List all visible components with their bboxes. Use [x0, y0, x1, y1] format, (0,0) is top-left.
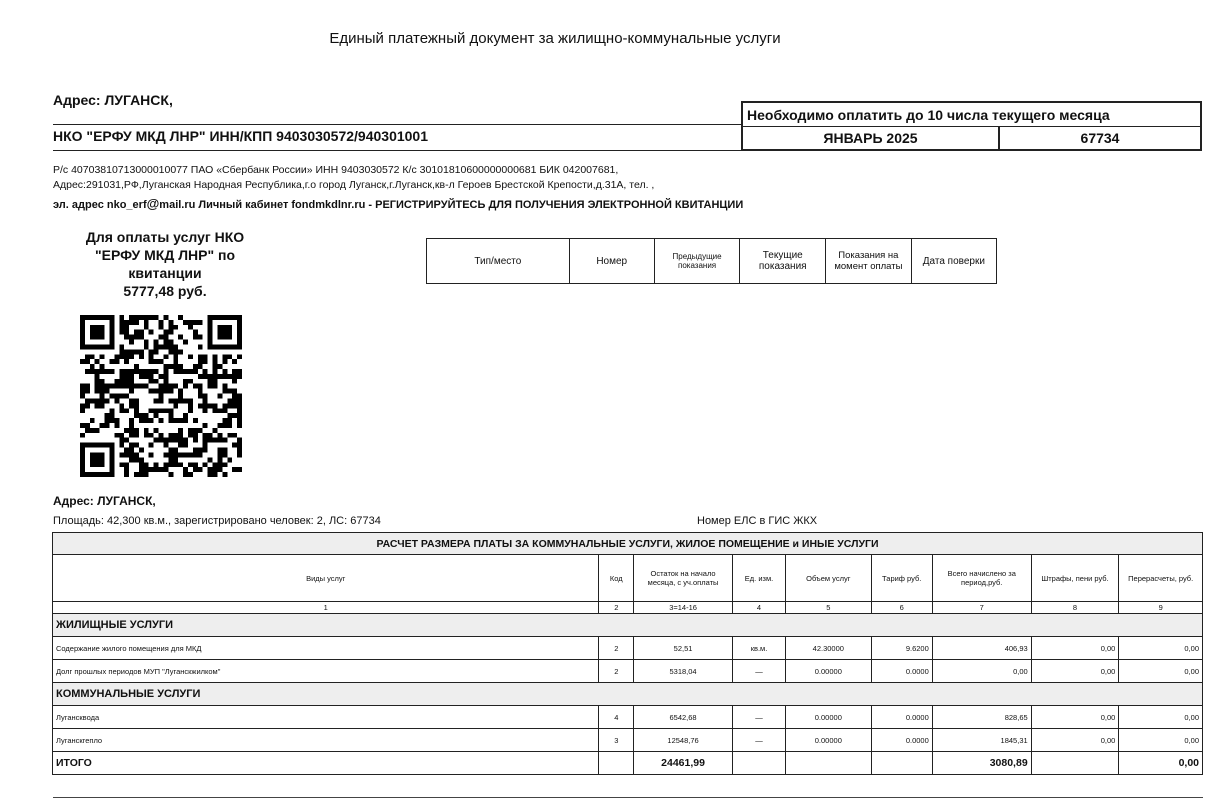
cell-charged: 1845,31	[932, 729, 1031, 752]
pay-for-amount: 5777,48 руб.	[123, 283, 207, 299]
col-number: 6	[871, 602, 932, 614]
meter-col-previous: Предыдущие показания	[654, 239, 740, 284]
bank-requisites	[53, 163, 1153, 193]
table-caption-row	[53, 533, 1203, 555]
organization-line: НКО "ЕРФУ МКД ЛНР" ИНН/КПП 9403030572/940301001	[53, 128, 429, 144]
cell-tariff: 0.0000	[871, 729, 932, 752]
cell-code: 2	[599, 660, 634, 683]
header-code: Код	[599, 555, 634, 602]
cell-code: 3	[599, 729, 634, 752]
cell-empty	[599, 752, 634, 775]
col-number: 3=14-16	[634, 602, 733, 614]
header-tariff: Тариф руб.	[871, 555, 932, 602]
requisites-line-2: Адрес:291031,РФ,Луганская Народная Республика,г.о город Луганск,г.Луганск,кв-л Героев Брестской Крепости,д.31А, тел. ,	[53, 179, 655, 191]
cell-recalc: 0,00	[1119, 637, 1203, 660]
cell-volume: 0.00000	[786, 706, 872, 729]
cell-unit: —	[733, 706, 786, 729]
payment-qr-code	[80, 315, 242, 477]
cell-service: Содержание жилого помещения для МКД	[53, 637, 599, 660]
cell-service: Долг прошлых периодов МУП "Луганскжилком"	[53, 660, 599, 683]
divider	[53, 150, 741, 151]
cell-fines: 0,00	[1031, 660, 1119, 683]
header-recalc: Перерасчеты, руб.	[1119, 555, 1203, 602]
cell-code: 2	[599, 637, 634, 660]
header-volume: Объем услуг	[786, 555, 872, 602]
section-housing: ЖИЛИЩНЫЕ УСЛУГИ	[53, 614, 1203, 637]
cell-balance: 52,51	[634, 637, 733, 660]
resident-area-line: Площадь: 42,300 кв.м., зарегистрировано человек: 2, ЛС: 67734	[53, 515, 381, 527]
total-row	[53, 752, 1203, 775]
table-header-row	[53, 555, 1203, 602]
email-line	[53, 196, 743, 211]
cell-balance: 5318,04	[634, 660, 733, 683]
total-recalc: 0,00	[1119, 752, 1203, 775]
cell-fines: 0,00	[1031, 706, 1119, 729]
cell-recalc: 0,00	[1119, 660, 1203, 683]
meter-col-current: Текущие показания	[740, 239, 826, 284]
section-row	[53, 683, 1203, 706]
divider	[53, 124, 741, 125]
column-numbers-row	[53, 602, 1203, 614]
meter-col-number: Номер	[569, 239, 654, 284]
resident-address: Адрес: ЛУГАНСК,	[53, 494, 156, 508]
cell-empty	[1031, 752, 1119, 775]
meter-col-at-payment: Показания на момент оплаты	[826, 239, 912, 284]
email-prefix: эл. адрес nko_erf	[53, 199, 147, 211]
charges-table	[52, 532, 1203, 775]
meter-readings-table	[426, 238, 997, 284]
cell-volume: 0.00000	[786, 660, 872, 683]
email-suffix: mail.ru Личный кабинет fondmkdlnr.ru - РЕГИСТРИРУЙТЕСЬ ДЛЯ ПОЛУЧЕНИЯ ЭЛЕКТРОННОЙ КВИТАНЦИИ	[159, 199, 744, 211]
total-label: ИТОГО	[53, 752, 599, 775]
cell-charged: 0,00	[932, 660, 1031, 683]
cell-recalc: 0,00	[1119, 729, 1203, 752]
meter-col-verification-date: Дата поверки	[911, 239, 996, 284]
table-row	[53, 729, 1203, 752]
billing-month: ЯНВАРЬ 2025	[823, 130, 918, 146]
cell-tariff: 0.0000	[871, 706, 932, 729]
col-number: 8	[1031, 602, 1119, 614]
cell-tariff: 0.0000	[871, 660, 932, 683]
cell-empty	[733, 752, 786, 775]
meter-header-row	[427, 239, 997, 284]
cell-service: Лугансквода	[53, 706, 599, 729]
col-number: 9	[1119, 602, 1203, 614]
cell-fines: 0,00	[1031, 637, 1119, 660]
account-number: 67734	[998, 127, 1200, 149]
cell-balance: 6542,68	[634, 706, 733, 729]
header-fines: Штрафы, пени руб.	[1031, 555, 1119, 602]
cell-unit: —	[733, 729, 786, 752]
cell-charged: 406,93	[932, 637, 1031, 660]
els-number-label: Номер ЕЛС в ГИС ЖКХ	[697, 515, 818, 527]
col-number: 1	[53, 602, 599, 614]
cell-volume: 42.30000	[786, 637, 872, 660]
document-title: Единый платежный документ за жилищно-коммунальные услуги	[329, 30, 781, 47]
cell-volume: 0.00000	[786, 729, 872, 752]
section-row	[53, 614, 1203, 637]
cell-empty	[786, 752, 872, 775]
cell-fines: 0,00	[1031, 729, 1119, 752]
pay-for-line-3: квитанции	[128, 265, 202, 281]
header-balance: Остаток на начало месяца, с уч.оплаты	[634, 555, 733, 602]
pay-for-line-1: Для оплаты услуг НКО	[85, 229, 245, 245]
table-caption: РАСЧЕТ РАЗМЕРА ПЛАТЫ ЗА КОММУНАЛЬНЫЕ УСЛУГИ, ЖИЛОЕ ПОМЕЩЕНИЕ и ИНЫЕ УСЛУГИ	[53, 533, 1203, 555]
payment-due-box	[741, 101, 1202, 151]
col-number: 7	[932, 602, 1031, 614]
col-number: 5	[786, 602, 872, 614]
header-service: Виды услуг	[53, 555, 599, 602]
cell-balance: 12548,76	[634, 729, 733, 752]
total-balance: 24461,99	[634, 752, 733, 775]
cell-charged: 828,65	[932, 706, 1031, 729]
table-row	[53, 637, 1203, 660]
cell-unit: —	[733, 660, 786, 683]
pay-for-line-2: "ЕРФУ МКД ЛНР" по	[94, 247, 236, 263]
col-number: 4	[733, 602, 786, 614]
section-utilities: КОММУНАЛЬНЫЕ УСЛУГИ	[53, 683, 1203, 706]
cell-code: 4	[599, 706, 634, 729]
total-charged: 3080,89	[932, 752, 1031, 775]
header-charged: Всего начислено за период,руб.	[932, 555, 1031, 602]
cell-empty	[871, 752, 932, 775]
meter-col-type: Тип/место	[427, 239, 570, 284]
cell-recalc: 0,00	[1119, 706, 1203, 729]
requisites-line-1: Р/с 40703810713000010077 ПАО «Сбербанк России» ИНН 9403030572 К/с 30101810600000000681 БИК 042007681,	[53, 164, 619, 176]
email-at: @	[146, 196, 160, 211]
cell-tariff: 9.6200	[871, 637, 932, 660]
header-unit: Ед. изм.	[733, 555, 786, 602]
col-number: 2	[599, 602, 634, 614]
cell-unit: кв.м.	[733, 637, 786, 660]
address-line: Адрес: ЛУГАНСК,	[53, 92, 173, 108]
payment-summary	[55, 228, 275, 300]
divider	[53, 797, 1203, 798]
table-row	[53, 706, 1203, 729]
payment-due-text: Необходимо оплатить до 10 числа текущего месяца	[743, 103, 1200, 127]
table-row	[53, 660, 1203, 683]
cell-service: Луганскгепло	[53, 729, 599, 752]
